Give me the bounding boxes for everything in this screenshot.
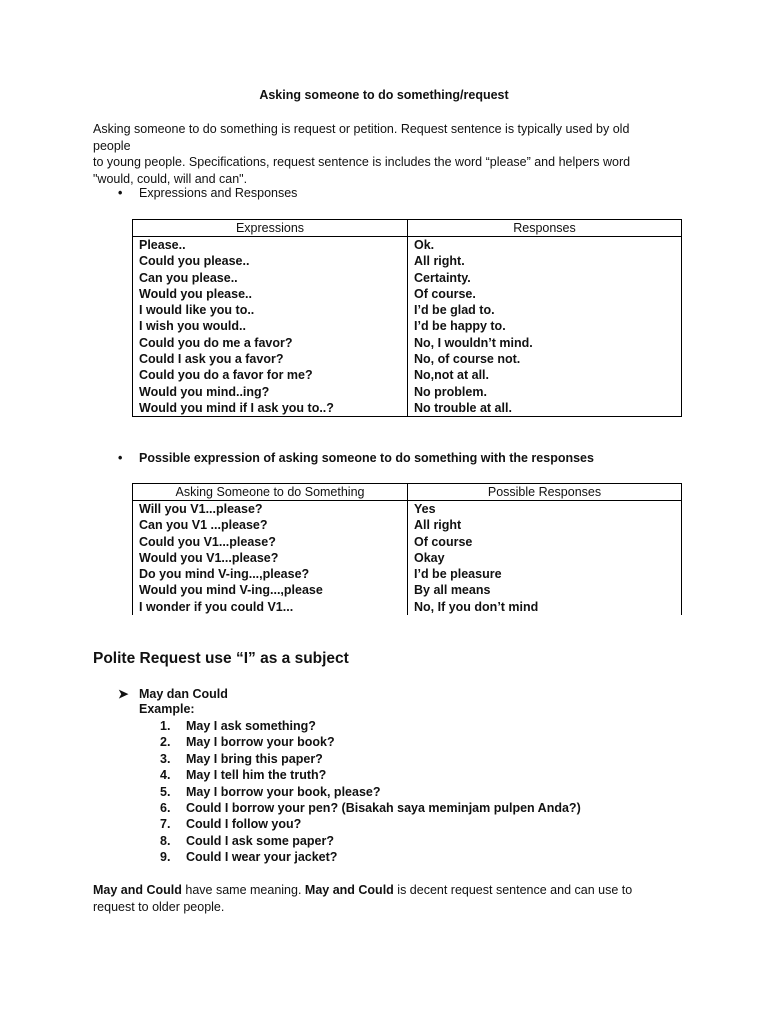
list-item: [160, 751, 581, 767]
list-number: 4.: [160, 768, 171, 783]
list-number: 9.: [160, 850, 171, 865]
table-row: [133, 286, 682, 302]
table-row: [133, 302, 682, 318]
example-label: Example:: [139, 702, 195, 716]
table-header: Asking Someone to do Something: [133, 484, 408, 501]
list-item: [160, 767, 581, 783]
list-number: 5.: [160, 784, 171, 799]
table-row: [133, 367, 682, 383]
bullet-icon: •: [118, 186, 123, 200]
table-cell-expression: I wish you would..: [133, 318, 408, 334]
table-cell-expression: Could you V1...please?: [133, 534, 408, 550]
document-title: Asking someone to do something/request: [259, 88, 509, 102]
table-cell-expression: Would you please..: [133, 286, 408, 302]
closing-text: have same meaning.: [181, 883, 305, 897]
list-item: [160, 849, 581, 865]
table-cell-response: All right.: [408, 253, 682, 269]
table-cell-expression: Would you V1...please?: [133, 550, 408, 566]
list-item: [160, 734, 581, 750]
table-cell-expression: Please..: [133, 237, 408, 254]
table-cell-response: No,not at all.: [408, 367, 682, 383]
list-number: 6.: [160, 800, 171, 815]
closing-text: is decent request sentence and can use to: [393, 883, 633, 897]
section-heading: Polite Request use “I” as a subject: [93, 650, 349, 667]
list-number: 8.: [160, 833, 171, 848]
list-text: May I bring this paper?: [186, 751, 323, 766]
list-item: [160, 800, 581, 816]
expressions-table: [132, 219, 682, 417]
table-row: [133, 400, 682, 417]
example-list: [160, 718, 581, 866]
table-cell-expression: Could you do a favor for me?: [133, 367, 408, 383]
list-text: May I tell him the truth?: [186, 768, 327, 783]
table-cell-response: Okay: [408, 550, 682, 566]
table-header: Expressions: [133, 220, 408, 237]
table-row: [133, 550, 682, 566]
bullet-expressions: [118, 186, 297, 200]
table-cell-response: Of course: [408, 534, 682, 550]
table-cell-response: No problem.: [408, 384, 682, 400]
table-row: [133, 582, 682, 598]
table-row: [133, 517, 682, 533]
list-number: 7.: [160, 817, 171, 832]
possible-responses-table: [132, 483, 682, 615]
intro-line: "would, could, will and can".: [93, 171, 248, 186]
table-cell-expression: I wonder if you could V1...: [133, 599, 408, 615]
table-row: [133, 384, 682, 400]
table-cell-expression: Can you please..: [133, 270, 408, 286]
bullet-text: Possible expression of asking someone to do something with the responses: [139, 451, 594, 465]
arrow-bullet-icon: ➤: [118, 687, 129, 701]
closing-bold: May and Could: [304, 883, 394, 897]
table-cell-expression: Could you please..: [133, 253, 408, 269]
table-cell-response: No trouble at all.: [408, 400, 682, 417]
list-item: [160, 816, 581, 832]
table-cell-response: I’d be pleasure: [408, 566, 682, 582]
table-cell-response: By all means: [408, 582, 682, 598]
subheading-may-could: [118, 686, 228, 701]
table-cell-expression: Can you V1 ...please?: [133, 517, 408, 533]
closing-line: request to older people.: [93, 900, 225, 914]
list-text: Could I follow you?: [186, 817, 302, 832]
intro-line: Asking someone to do something is request or petition. Request sentence is typically used by old: [93, 122, 630, 136]
intro-paragraph: [93, 121, 673, 187]
table-cell-expression: Could I ask you a favor?: [133, 351, 408, 367]
closing-paragraph: [93, 882, 673, 916]
table-cell-expression: Could you do me a favor?: [133, 335, 408, 351]
list-item: [160, 833, 581, 849]
table-row: [133, 501, 682, 518]
table-header: Possible Responses: [408, 484, 682, 501]
table-row: [133, 270, 682, 286]
table-cell-response: All right: [408, 517, 682, 533]
list-item: [160, 784, 581, 800]
list-text: May I ask something?: [186, 719, 316, 733]
table-cell-response: Certainty.: [408, 270, 682, 286]
list-text: May I borrow your book, please?: [186, 784, 381, 799]
table-cell-response: No, of course not.: [408, 351, 682, 367]
table-cell-response: No, I wouldn’t mind.: [408, 335, 682, 351]
table-row: [133, 237, 682, 254]
table-cell-expression: Would you mind V-ing...,please: [133, 582, 408, 598]
intro-line: people: [93, 138, 131, 153]
list-number: 2.: [160, 735, 171, 750]
table-cell-response: No, If you don’t mind: [408, 599, 682, 615]
table-header: Responses: [408, 220, 682, 237]
table-cell-expression: Will you V1...please?: [133, 501, 408, 518]
table-row: [133, 253, 682, 269]
list-text: Could I wear your jacket?: [186, 850, 338, 865]
subheading-text: May dan Could: [139, 687, 228, 701]
list-item: [160, 718, 581, 734]
table-cell-expression: Would you mind..ing?: [133, 384, 408, 400]
closing-bold: May and Could: [93, 883, 182, 897]
list-number: 3.: [160, 751, 171, 766]
table-cell-response: I’d be happy to.: [408, 318, 682, 334]
table-row: [133, 599, 682, 615]
table-row: [133, 534, 682, 550]
table-cell-response: I’d be glad to.: [408, 302, 682, 318]
list-text: Could I borrow your pen? (Bisakah saya meminjam pulpen Anda?): [186, 800, 581, 815]
table-cell-expression: I would like you to..: [133, 302, 408, 318]
table-row: [133, 335, 682, 351]
table-cell-expression: Do you mind V-ing...,please?: [133, 566, 408, 582]
list-number: 1.: [160, 719, 171, 733]
bullet-possible-expression: [118, 451, 594, 465]
list-text: Could I ask some paper?: [186, 833, 334, 848]
table-cell-expression: Would you mind if I ask you to..?: [133, 400, 408, 417]
table-row: [133, 318, 682, 334]
table-row: [133, 351, 682, 367]
table-cell-response: Of course.: [408, 286, 682, 302]
bullet-icon: •: [118, 451, 123, 465]
table-cell-response: Ok.: [408, 237, 682, 254]
table-row: [133, 566, 682, 582]
intro-line: to young people. Specifications, request sentence is includes the word “please” and helpers word: [93, 155, 631, 169]
list-text: May I borrow your book?: [186, 735, 335, 750]
bullet-text: Expressions and Responses: [139, 186, 298, 200]
table-cell-response: Yes: [408, 501, 682, 518]
